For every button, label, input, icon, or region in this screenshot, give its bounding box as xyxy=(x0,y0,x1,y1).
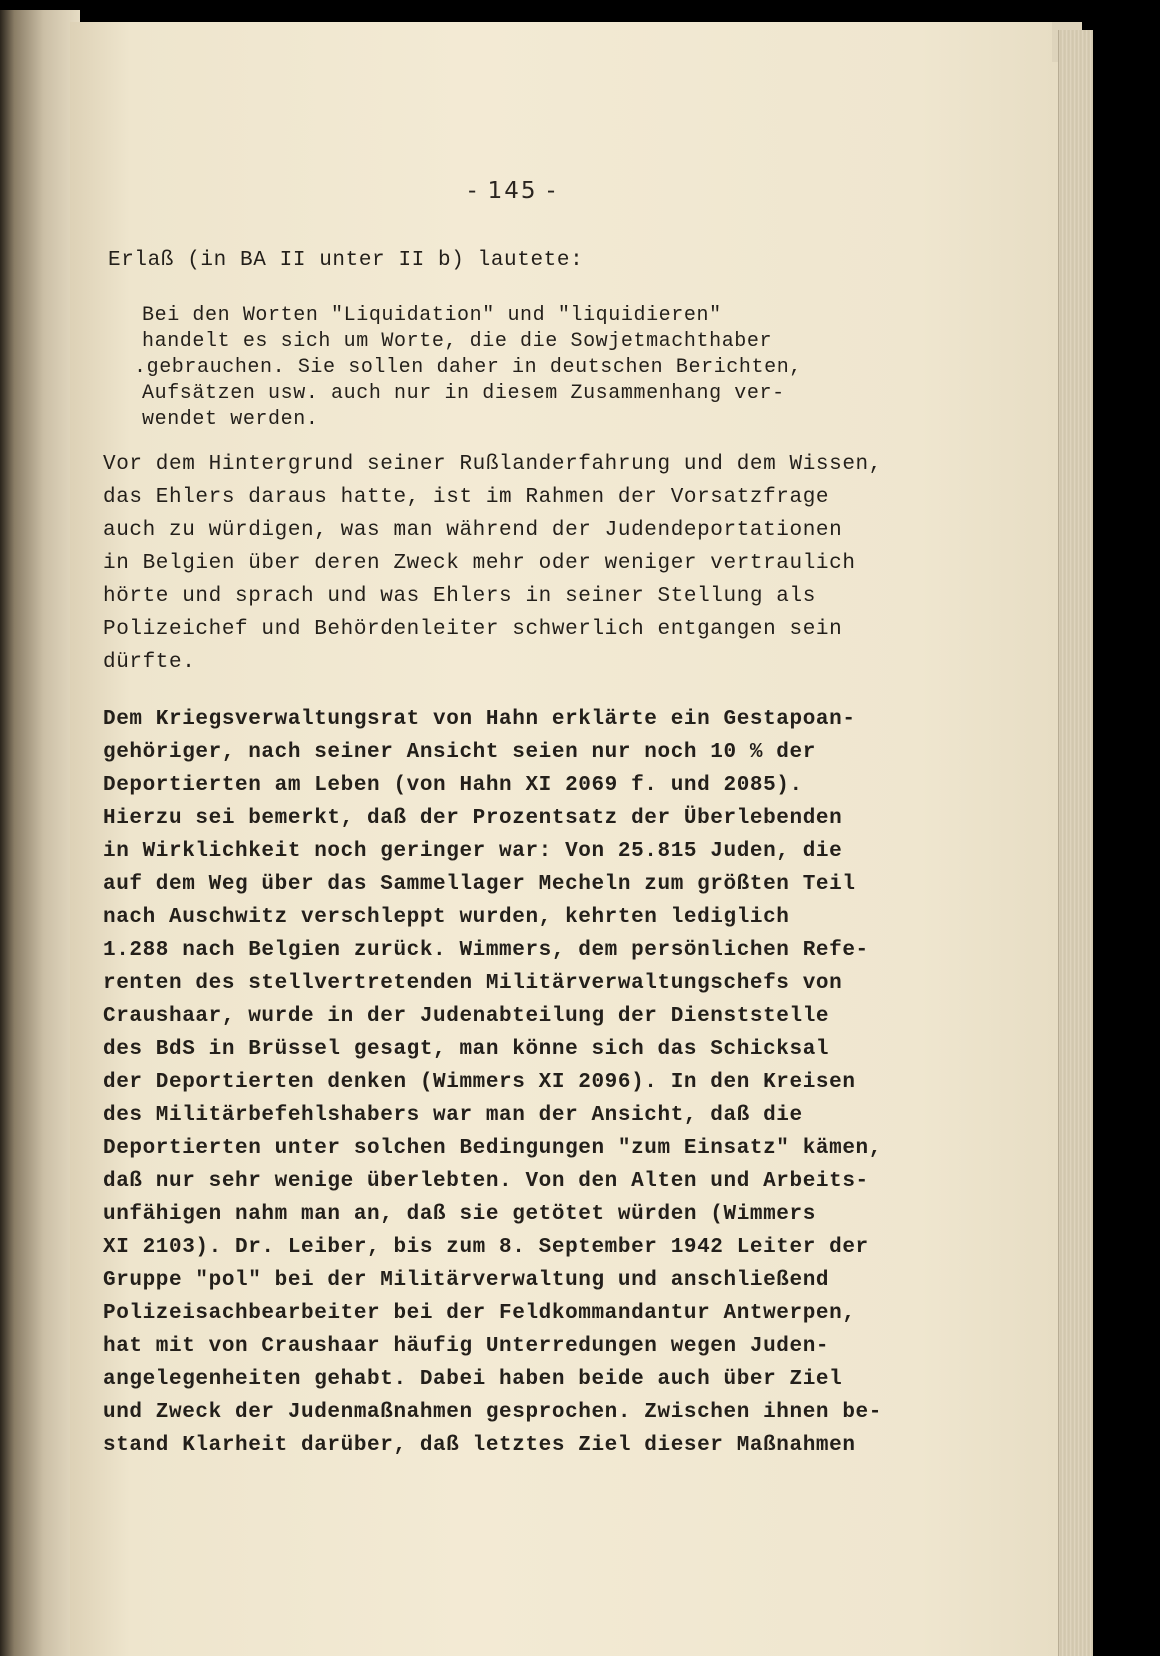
paragraph-line: in Wirklichkeit noch geringer war: Von 25.815 Juden, die xyxy=(103,840,843,863)
paragraph-line: des Militärbefehlshabers war man der Ansicht, daß die xyxy=(103,1104,803,1127)
page-number: - 145 - xyxy=(468,178,558,204)
quote-line: Bei den Worten "Liquidation" und "liquidieren" xyxy=(142,304,722,327)
paragraph-line: Gruppe "pol" bei der Militärverwaltung und anschließend xyxy=(103,1269,830,1292)
quote-line: .gebrauchen. Sie sollen daher in deutschen Berichten, xyxy=(134,356,802,379)
paragraph-line: der Deportierten denken (Wimmers XI 2096). In den Kreisen xyxy=(103,1071,856,1094)
paragraph-line: und Zweck der Judenmaßnahmen gesprochen. Zwischen ihnen be- xyxy=(103,1401,882,1424)
paragraph-line: Deportierten am Leben (von Hahn XI 2069 f. und 2085). xyxy=(103,774,803,797)
paragraph-line: Hierzu sei bemerkt, daß der Prozentsatz der Überlebenden xyxy=(103,807,843,830)
paragraph-line: auch zu würdigen, was man während der Judendeportationen xyxy=(103,519,843,542)
paragraph-line: auf dem Weg über das Sammellager Mecheln zum größten Teil xyxy=(103,873,856,896)
paragraph-line: hörte und sprach und was Ehlers in seiner Stellung als xyxy=(103,585,816,608)
paragraph-line: unfähigen nahm man an, daß sie getötet würden (Wimmers xyxy=(103,1203,816,1226)
paragraph-line: das Ehlers daraus hatte, ist im Rahmen der Vorsatzfrage xyxy=(103,486,830,509)
paragraph-line: Deportierten unter solchen Bedingungen "zum Einsatz" kämen, xyxy=(103,1137,882,1160)
intro-line: Erlaß (in BA II unter II b) lautete: xyxy=(108,249,584,272)
paragraph-line: 1.288 nach Belgien zurück. Wimmers, dem persönlichen Refe- xyxy=(103,939,869,962)
paragraph-line: Vor dem Hintergrund seiner Rußlanderfahrung und dem Wissen, xyxy=(103,453,882,476)
book-spine xyxy=(0,10,80,1656)
paragraph-line: Polizeisachbearbeiter bei der Feldkommandantur Antwerpen, xyxy=(103,1302,856,1325)
quote-line: Aufsätzen usw. auch nur in diesem Zusammenhang ver- xyxy=(142,382,785,405)
paragraph-line: stand Klarheit darüber, daß letztes Ziel dieser Maßnahmen xyxy=(103,1434,856,1457)
page-stack-edge xyxy=(1058,30,1093,1656)
paragraph-line: XI 2103). Dr. Leiber, bis zum 8. September 1942 Leiter der xyxy=(103,1236,869,1259)
paragraph-line: des BdS in Brüssel gesagt, man könne sich das Schicksal xyxy=(103,1038,830,1061)
paragraph-line: daß nur sehr wenige überlebten. Von den Alten und Arbeits- xyxy=(103,1170,869,1193)
paragraph-line: dürfte. xyxy=(103,651,196,674)
paragraph-line: hat mit von Craushaar häufig Unterredungen wegen Juden- xyxy=(103,1335,830,1358)
paragraph-line: Polizeichef und Behördenleiter schwerlich entgangen sein xyxy=(103,618,843,641)
paragraph-line: gehöriger, nach seiner Ansicht seien nur noch 10 % der xyxy=(103,741,816,764)
paragraph-line: in Belgien über deren Zweck mehr oder weniger vertraulich xyxy=(103,552,856,575)
quote-line: wendet werden. xyxy=(142,408,319,431)
paragraph-line: nach Auschwitz verschleppt wurden, kehrten lediglich xyxy=(103,906,790,929)
quote-line: handelt es sich um Worte, die die Sowjetmachthaber xyxy=(142,330,773,353)
paragraph-line: Craushaar, wurde in der Judenabteilung der Dienststelle xyxy=(103,1005,830,1028)
paragraph-line: renten des stellvertretenden Militärverwaltungschefs von xyxy=(103,972,843,995)
paragraph-line: angelegenheiten gehabt. Dabei haben beide auch über Ziel xyxy=(103,1368,843,1391)
paragraph-line: Dem Kriegsverwaltungsrat von Hahn erklärte ein Gestapoan- xyxy=(103,708,856,731)
